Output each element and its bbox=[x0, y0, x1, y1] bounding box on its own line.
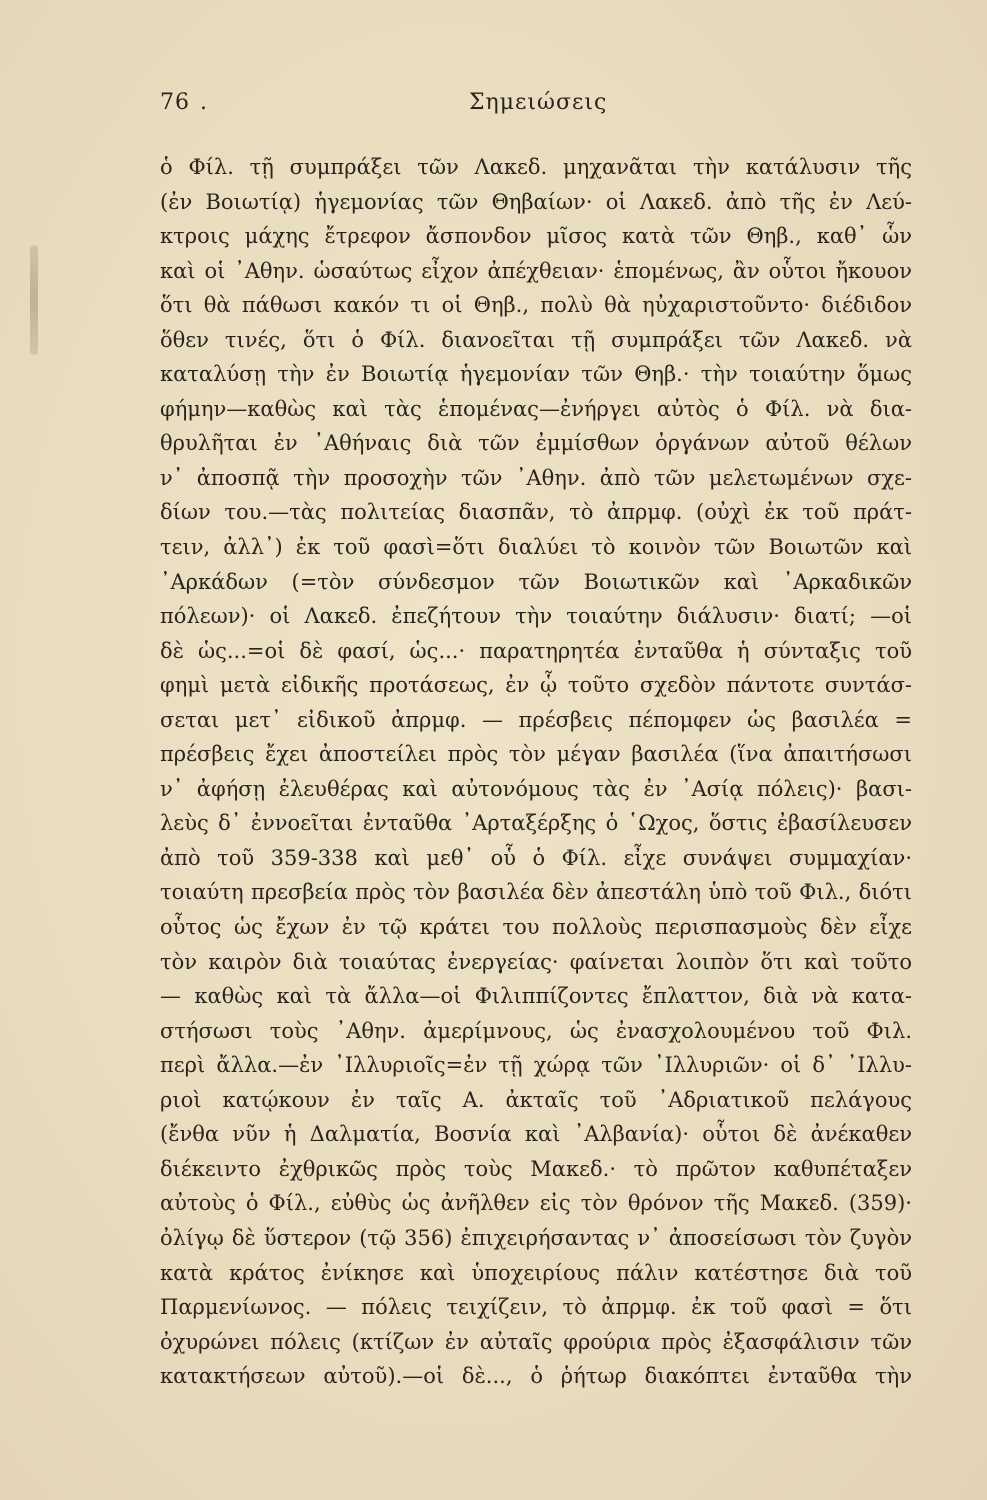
text-line: ν᾽ ἀφήσῃ ἐλευθέρας καὶ αὐτονόμους τὰς ἐν ᾽Ασίᾳ πόλεις)· βασι- bbox=[160, 776, 912, 801]
text-line: στήσωσι τοὺς ᾽Αθην. ἀμερίμνους, ὡς ἐνασχολουμένου τοῦ Φιλ. bbox=[160, 1018, 912, 1043]
text-line: δίων του.—τὰς πολιτείας διασπᾶν, τὸ ἀπρμφ. (οὐχὶ ἐκ τοῦ πράτ- bbox=[160, 500, 912, 525]
text-line: ὅθεν τινές, ὅτι ὁ Φίλ. διανοεῖται τῇ συμπράξει τῶν Λακεδ. νὰ bbox=[160, 327, 912, 352]
text-line: φήμην—καθὼς καὶ τὰς ἑπομένας—ἐνήργει αὐτὸς ὁ Φίλ. νὰ δια- bbox=[160, 396, 912, 421]
text-line: πόλεων)· οἱ Λακεδ. ἐπεζήτουν τὴν τοιαύτην διάλυσιν· διατί; —οἱ bbox=[160, 604, 912, 629]
text-line: ὅτι θὰ πάθωσι κακόν τι οἱ Θηβ., πολὺ θὰ ηὐχαριστοῦντο· διέδιδον bbox=[160, 293, 912, 318]
text-line: ν᾽ ἀποσπᾷ τὴν προσοχὴν τῶν ᾽Αθην. ἀπὸ τῶν μελετωμένων σχε- bbox=[160, 465, 912, 490]
text-line: κτροις μάχης ἔτρεφον ἄσπονδον μῖσος κατὰ τῶν Θηβ., καθ᾽ ὧν bbox=[160, 224, 912, 249]
text-line: θρυλῆται ἐν ᾽Αθήναις διὰ τῶν ἐμμίσθων ὀργάνων αὐτοῦ θέλων bbox=[160, 431, 912, 456]
text-line: διέκειντο ἐχθρικῶς πρὸς τοὺς Μακεδ.· τὸ πρῶτον καθυπέταξεν bbox=[160, 1156, 912, 1181]
text-line: φημὶ μετὰ εἰδικῆς προτάσεως, ἐν ᾧ τοῦτο σχεδὸν πάντοτε συντάσ- bbox=[160, 673, 912, 698]
text-line: πρέσβεις ἔχει ἀποστείλει πρὸς τὸν μέγαν βασιλέα (ἵνα ἀπαιτήσωσι bbox=[160, 742, 912, 767]
text-line: ριοὶ κατῴκουν ἐν ταῖς Α. ἀκταῖς τοῦ ᾽Αδριατικοῦ πελάγους bbox=[160, 1087, 912, 1112]
text-line: (ἐν Βοιωτίᾳ) ἡγεμονίας τῶν Θηβαίων· οἱ Λακεδ. ἀπὸ τῆς ἐν Λεύ- bbox=[160, 189, 912, 214]
margin-stain bbox=[30, 245, 38, 355]
text-line: δὲ ὡς...=οἱ δὲ φασί, ὡς...· παρατηρητέα ἐνταῦθα ἡ σύνταξις τοῦ bbox=[160, 638, 912, 663]
text-line: καὶ οἱ ᾽Αθην. ὡσαύτως εἶχον ἀπέχθειαν· ἑπομένως, ἂν οὗτοι ἤκουον bbox=[160, 258, 912, 283]
page-number-separator: . bbox=[200, 90, 208, 115]
text-line: (ἔνθα νῦν ἡ Δαλματία, Βοσνία καὶ ᾽Αλβανία)· οὗτοι δὲ ἀνέκαθεν bbox=[160, 1122, 912, 1147]
text-line: καταλύσῃ τὴν ἐν Βοιωτίᾳ ἡγεμονίαν τῶν Θηβ.· τὴν τοιαύτην ὅμως bbox=[160, 362, 912, 387]
text-line: λεὺς δ᾽ ἐννοεῖται ἐνταῦθα ᾽Αρταξέρξης ὁ ῾Ωχος, ὅστις ἐβασίλευσεν bbox=[160, 811, 912, 836]
text-line: τειν, ἀλλ᾽) ἐκ τοῦ φασὶ=ὅτι διαλύει τὸ κοινὸν τῶν Βοιωτῶν καὶ bbox=[160, 535, 912, 560]
text-line: — καθὼς καὶ τὰ ἄλλα—οἱ Φιλιππίζοντες ἔπλαττον, διὰ νὰ κατα- bbox=[160, 984, 912, 1009]
text-line: ὁ Φίλ. τῇ συμπράξει τῶν Λακεδ. μηχανᾶται τὴν κατάλυσιν τῆς bbox=[160, 155, 912, 179]
text-line: σεται μετ᾽ εἰδικοῦ ἀπρμφ. — πρέσβεις πέπομφεν ὡς βασιλέα = bbox=[160, 707, 912, 732]
text-line: κατακτήσεων αὐτοῦ).—οἱ δὲ..., ὁ ῥήτωρ διακόπτει ἐνταῦθα τὴν bbox=[160, 1364, 912, 1389]
body-text bbox=[160, 150, 912, 1394]
text-line: περὶ ἄλλα.—ἐν ᾽Ιλλυριοῖς=ἐν τῇ χώρᾳ τῶν ᾽Ιλλυριῶν· οἱ δ᾽ ᾽Ιλλυ- bbox=[160, 1053, 912, 1078]
text-line: κατὰ κράτος ἐνίκησε καὶ ὑποχειρίους πάλιν κατέστησε διὰ τοῦ bbox=[160, 1260, 912, 1285]
text-line: ᾽Αρκάδων (=τὸν σύνδεσμον τῶν Βοιωτικῶν καὶ ᾽Αρκαδικῶν bbox=[160, 569, 912, 594]
text-line: ὀλίγῳ δὲ ὕστερον (τῷ 356) ἐπιχειρήσαντας ν᾽ ἀποσείσωσι τὸν ζυγὸν bbox=[160, 1225, 912, 1250]
text-line: ὀχυρώνει πόλεις (κτίζων ἐν αὐταῖς φρούρια πρὸς ἐξασφάλισιν τῶν bbox=[160, 1329, 912, 1354]
text-line: ἀπὸ τοῦ 359-338 καὶ μεθ᾽ οὗ ὁ Φίλ. εἶχε συνάψει συμμαχίαν· bbox=[160, 845, 912, 870]
text-line: Παρμενίωνος. — πόλεις τειχίζειν, τὸ ἀπρμφ. ἐκ τοῦ φασὶ = ὅτι bbox=[160, 1295, 912, 1320]
text-line: αὐτοὺς ὁ Φίλ., εὐθὺς ὡς ἀνῆλθεν εἰς τὸν θρόνον τῆς Μακεδ. (359)· bbox=[160, 1191, 912, 1216]
text-line: οὗτος ὡς ἔχων ἐν τῷ κράτει του πολλοὺς περισπασμοὺς δὲν εἶχε bbox=[160, 915, 912, 940]
running-title: Σημειώσεις bbox=[469, 90, 608, 115]
page-number bbox=[160, 90, 208, 115]
text-line: τοιαύτη πρεσβεία πρὸς τὸν βασιλέα δὲν ἀπεστάλη ὑπὸ τοῦ Φιλ., διότι bbox=[160, 880, 912, 905]
page-number-value: 76 bbox=[160, 90, 190, 115]
text-line: τὸν καιρὸν διὰ τοιαύτας ἐνεργείας· φαίνεται λοιπὸν ὅτι καὶ τοῦτο bbox=[160, 949, 912, 974]
page-header bbox=[160, 90, 912, 130]
